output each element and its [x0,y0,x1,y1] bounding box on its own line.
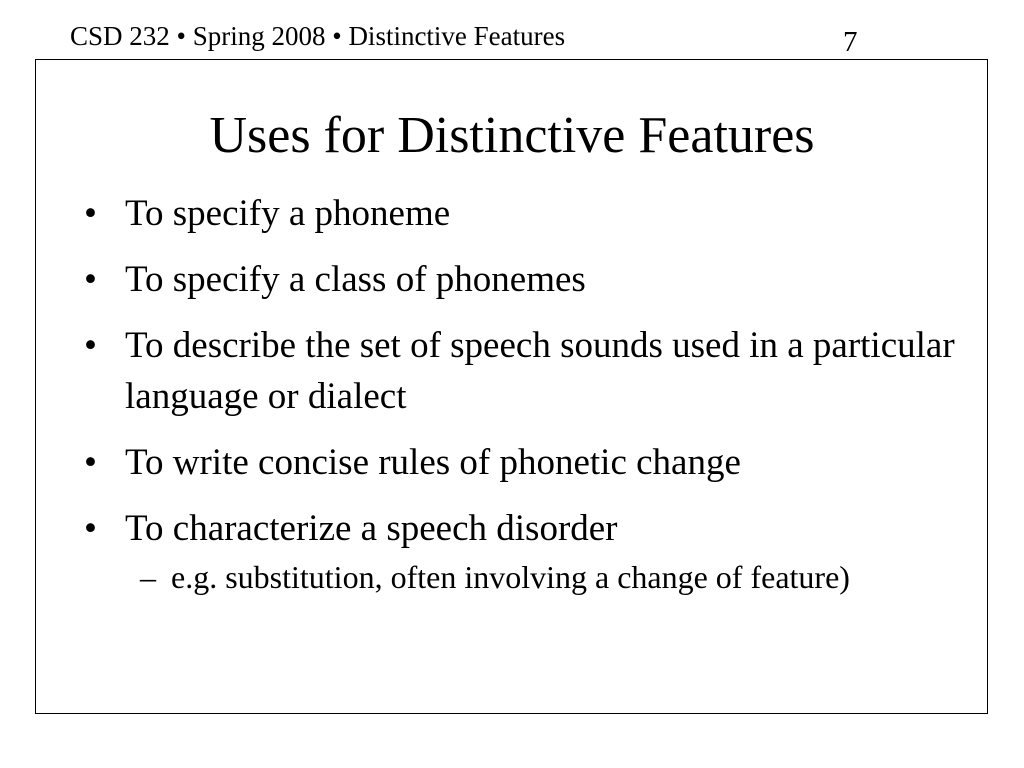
bullet-text: To write concise rules of phonetic change [125,442,741,483]
bullet-list [82,188,962,614]
bullet-item [82,320,962,422]
bullet-marker: • [84,508,97,549]
bullet-marker: • [84,325,97,366]
bullet-marker: • [84,259,97,300]
bullet-item [82,254,962,305]
bullet-text: To characterize a speech disorder [125,508,618,549]
bullet-text: To describe the set of speech sounds used in a particular language or dialect [125,325,955,417]
bullet-item [82,188,962,239]
bullet-text: To specify a class of phonemes [125,259,586,300]
slide-header: CSD 232 • Spring 2008 • Distinctive Features [70,21,566,51]
sub-bullet-list [125,555,962,599]
bullet-marker: • [84,442,97,483]
bullet-marker: • [84,193,97,234]
page-number: 7 [843,26,858,58]
sub-bullet-text: e.g. substitution, often involving a change of feature) [171,559,850,595]
sub-bullet-marker: – [140,559,156,595]
bullet-text: To specify a phoneme [125,193,451,234]
bullet-item [82,437,962,488]
slide-title: Uses for Distinctive Features [209,107,815,164]
sub-bullet-item [125,555,962,599]
bullet-item [82,503,962,599]
